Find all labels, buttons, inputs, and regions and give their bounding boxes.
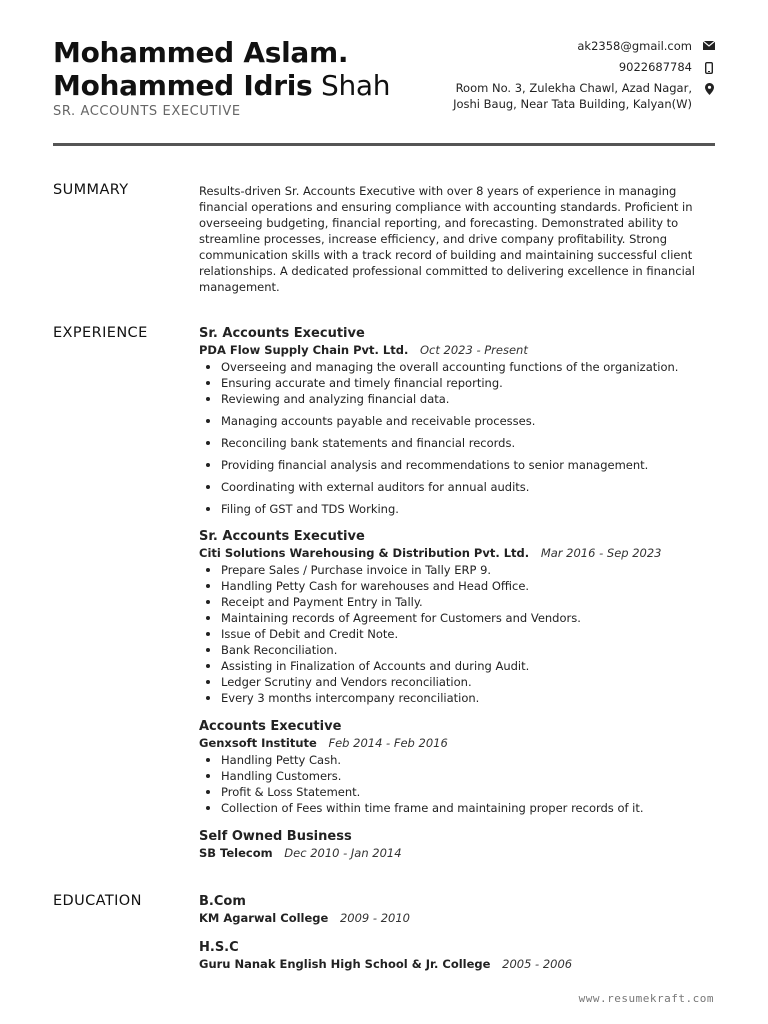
mobile-phone-icon [702,59,716,74]
job-entry [199,718,719,816]
job-role: Accounts Executive [199,719,342,734]
education-heading: EDUCATION [53,893,142,909]
map-pin-icon [702,80,716,95]
job-role: Self Owned Business [199,829,352,844]
school: Guru Nanak English High School & Jr. College [199,957,491,971]
list-item: Providing financial analysis and recommendations to senior management. [199,457,719,473]
job-title-heading: SR. ACCOUNTS EXECUTIVE [53,104,241,119]
degree: H.S.C [199,940,239,955]
list-item: Overseeing and managing the overall accounting functions of the organization. [199,359,719,375]
footer-watermark: www.resumekraft.com [578,992,714,1005]
job-duties [199,752,719,816]
summary-text: Results-driven Sr. Accounts Executive with over 8 years of experience in managing financial operations and ensuring compliance with accounting standards. Proficient in overseeing budgeting, financial reporting, and forecasting. Demonstrated ability to streamline processes, increase efficiency, and drive company profitability. Strong communication skills with a track record of building and maintaining successful client relationships. A dedicated professional committed to delivering excellence in financial management. [199,184,696,294]
header-divider [53,143,715,146]
list-item: Handling Petty Cash. [199,752,719,768]
job-dates: Mar 2016 - Sep 2023 [540,546,662,560]
list-item: Issue of Debit and Credit Note. [199,626,719,642]
list-item: Maintaining records of Agreement for Customers and Vendors. [199,610,719,626]
list-item: Ledger Scrutiny and Vendors reconciliation. [199,674,719,690]
phone-text[interactable]: 9022687784 [618,60,692,74]
job-entry [199,325,719,523]
list-item: Handling Petty Cash for warehouses and Head Office. [199,578,719,594]
job-dates: Oct 2023 - Present [419,343,528,357]
list-item: Ensuring accurate and timely financial reporting. [199,375,719,391]
summary-section [199,183,719,295]
list-item: Prepare Sales / Purchase invoice in Tally ERP 9. [199,562,719,578]
list-item: Receipt and Payment Entry in Tally. [199,594,719,610]
job-entry [199,828,719,862]
list-item: Coordinating with external auditors for annual audits. [199,479,719,495]
education-dates: 2009 - 2010 [339,911,410,925]
education-dates: 2005 - 2006 [502,957,573,971]
list-item: Handling Customers. [199,768,719,784]
job-company: Genxsoft Institute [199,736,317,750]
address-line-2: Joshi Baug, Near Tata Building, Kalyan(W) [453,97,692,111]
list-item: Filing of GST and TDS Working. [199,501,719,517]
list-item: Every 3 months intercompany reconciliation. [199,690,719,706]
school: KM Agarwal College [199,911,329,925]
job-company: SB Telecom [199,846,273,860]
education-entry [199,939,719,973]
job-entry [199,528,719,706]
job-dates: Feb 2014 - Feb 2016 [328,736,448,750]
envelope-icon [702,38,716,50]
education-entry [199,893,719,927]
candidate-name [53,36,390,102]
address-line-1: Room No. 3, Zulekha Chawl, Azad Nagar, [455,81,692,95]
list-item: Reviewing and analyzing financial data. [199,391,719,407]
job-dates: Dec 2010 - Jan 2014 [284,846,402,860]
list-item: Reconciling bank statements and financial records. [199,435,719,451]
list-item: Collection of Fees within time frame and maintaining proper records of it. [199,800,719,816]
job-company: PDA Flow Supply Chain Pvt. Ltd. [199,343,409,357]
list-item: Assisting in Finalization of Accounts and during Audit. [199,658,719,674]
degree: B.Com [199,894,246,909]
list-item: Managing accounts payable and receivable processes. [199,413,719,429]
name-surname: Shah [321,69,391,102]
list-item: Profit & Loss Statement. [199,784,719,800]
job-role: Sr. Accounts Executive [199,529,365,544]
experience-heading: EXPERIENCE [53,325,148,341]
job-duties-continued [199,413,719,517]
job-company: Citi Solutions Warehousing & Distribution Pvt. Ltd. [199,546,530,560]
email-text[interactable]: ak2358@gmail.com [577,39,692,53]
list-item: Bank Reconciliation. [199,642,719,658]
name-line-2: Mohammed Idris [53,69,313,102]
job-duties [199,562,719,706]
contact-block [453,38,716,117]
summary-heading: SUMMARY [53,182,129,198]
name-line-1: Mohammed Aslam. [53,36,349,69]
job-role: Sr. Accounts Executive [199,326,365,341]
address-text [453,80,692,112]
job-duties [199,359,719,407]
